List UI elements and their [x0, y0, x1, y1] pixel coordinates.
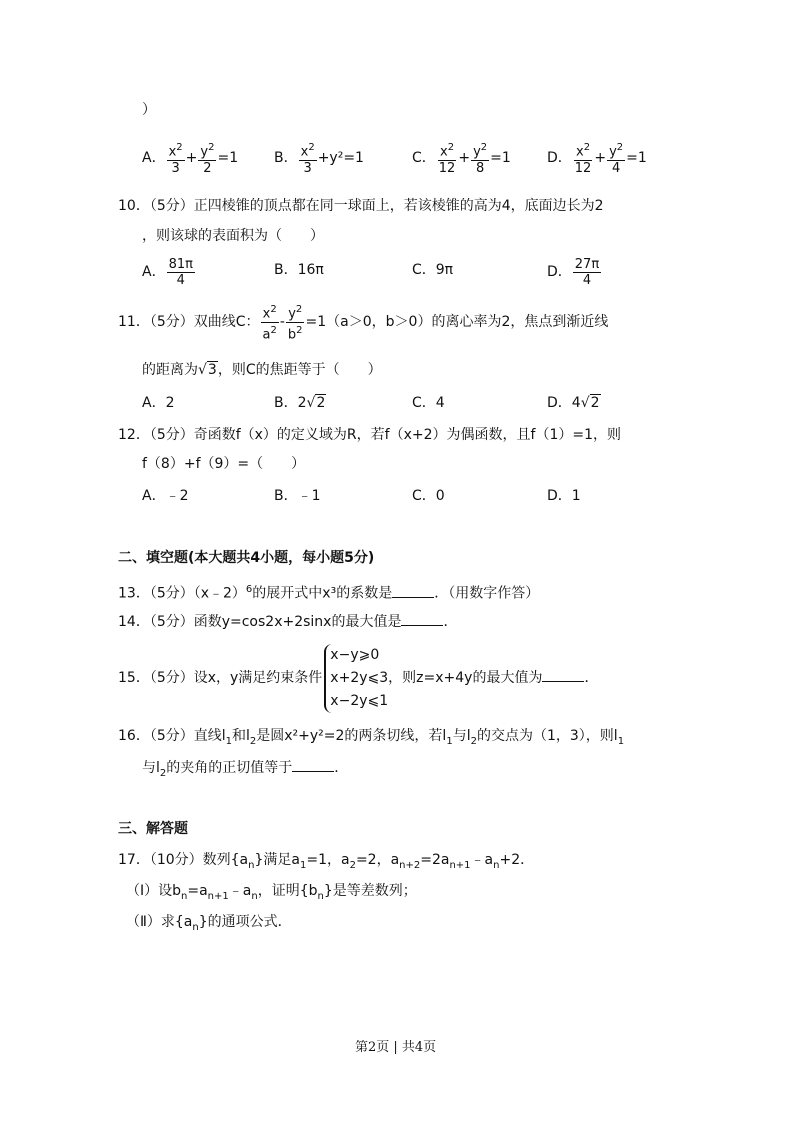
fraction: $\frac{x^2}{12}$	[574, 142, 592, 176]
answer-blank	[292, 757, 334, 772]
q17-part1: （Ⅰ）设$b_n=a_{n+1}﹣a_n$，证明$\{b_n\}$是等差数列；	[126, 883, 417, 902]
q12-option-d: D．1	[547, 488, 581, 504]
q12-line1: 12．（5分）奇函数f（x）的定义域为R，若f（x+2）为偶函数，且f（1）=1，则	[118, 427, 621, 443]
constraint-system: x−y⩾0 x+2y⩽3 x−2y⩽1	[324, 644, 388, 713]
q12-option-a: A．﹣2	[142, 488, 189, 504]
q9-option-b: B． $\frac{x^2}{3}$ +y²=1	[274, 142, 364, 176]
q11-line2: 的距离为√3，则C的焦距等于（ ）	[142, 362, 382, 378]
sqrt: √2	[580, 395, 600, 411]
fraction: $\frac{x^2}{12}$	[438, 142, 456, 176]
answer-blank	[542, 667, 584, 682]
q9-option-d: D． $\frac{x^2}{12}$ + $\frac{y^2}{4}$ =1	[547, 142, 647, 176]
q11-option-a: A．2	[142, 395, 175, 411]
q9-closing-paren: ）	[142, 102, 156, 118]
section-heading-fill-in: 二、填空题(本大题共4小题，每小题5分)	[118, 550, 375, 566]
q16-line1: 16．（5分）直线$l_1$和$l_2$是圆x²+y²=2的两条切线，若$l_1$与$l_2$的交点为（1，3），则$l_1$	[118, 728, 625, 747]
q11-option-b: B．2√2	[274, 395, 326, 411]
q10-line1: 10．（5分）正四棱锥的顶点都在同一球面上，若该棱锥的高为4，底面边长为2	[118, 198, 604, 214]
q10-option-b: B．16π	[274, 262, 324, 278]
fraction: $\frac{y^2}{2}$	[200, 142, 215, 176]
q14: 14．（5分）函数y=cos2x+2sinx的最大值是 ．	[118, 611, 457, 632]
fraction: $\frac{x^2}{3}$	[300, 142, 315, 176]
q17-part2: （Ⅱ）求$\{a_n\}$的通项公式．	[126, 914, 292, 933]
fraction: $\frac{x^2}{3}$	[168, 142, 183, 176]
q12-option-b: B．﹣1	[274, 488, 321, 504]
answer-blank	[401, 611, 443, 626]
answer-blank	[392, 583, 434, 598]
fraction: $\frac{y^2}{8}$	[473, 142, 488, 176]
q13: 13．（5分）（x﹣2）$^6$的展开式中x³的系数是 ．（用数字作答）	[118, 584, 540, 602]
q10-option-c: C．9π	[412, 262, 454, 278]
q9-a-label: A．	[142, 150, 166, 166]
fraction: $\frac{27\pi}{4}$	[574, 256, 600, 288]
q9-option-c: C． $\frac{x^2}{12}$ + $\frac{y^2}{8}$ =1	[412, 142, 511, 176]
q16-line2: 与$l_2$的夹角的正切值等于 ．	[142, 757, 348, 784]
fraction: $\frac{81\pi}{4}$	[168, 256, 193, 288]
section-heading-solutions: 三、解答题	[118, 821, 188, 837]
q10-line2: ，则该球的表面积为（ ）	[142, 228, 324, 244]
q10-option-d: D． $\frac{27\pi}{4}$	[547, 256, 600, 288]
page-footer: 第2页 | 共4页	[355, 1040, 437, 1055]
q12-line2: f（8）+f（9）=（ ）	[142, 456, 306, 472]
q15: 15．（5分）设x，y满足约束条件 x−y⩾0 x+2y⩽3 x−2y⩽1 ，则z=x+4y的最大值为 ．	[118, 640, 598, 716]
q11-line1: 11．（5分）双曲线C： $\frac{x^2}{a^2}$ - $\frac{y^2}{b^2}$ =1（a＞0，b＞0）的离心率为2，焦点到渐近线	[118, 304, 609, 342]
q9-option-a: A． $\frac{x^2}{3}$ + $\frac{y^2}{2}$ =1	[142, 142, 239, 176]
q11-option-c: C．4	[412, 395, 445, 411]
sqrt: √3	[198, 362, 217, 378]
fraction: $\frac{x^2}{a^2}$	[262, 304, 277, 342]
q12-option-c: C．0	[412, 488, 445, 504]
q10-option-a: A． $\frac{81\pi}{4}$	[142, 256, 193, 288]
fraction: $\frac{y^2}{4}$	[609, 142, 624, 176]
sqrt: √2	[306, 395, 326, 411]
q17-line1: 17．（10分）数列$\{a_n\}$满足$a_1=1$，$a_2=2$，$a_{n+2}=2a_{n+1}﹣a_n+2$．	[118, 852, 535, 871]
q11-option-d: D．4√2	[547, 395, 600, 411]
fraction: $\frac{y^2}{b^2}$	[287, 304, 303, 342]
